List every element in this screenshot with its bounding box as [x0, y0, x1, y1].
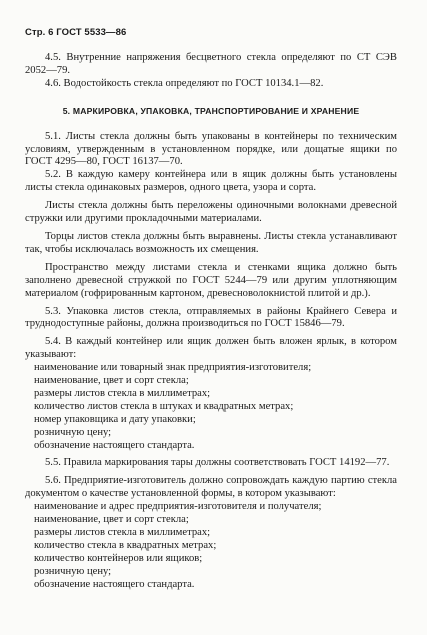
- list-item: номер упаковщика и дату упаковки;: [34, 413, 196, 425]
- section-5-heading: 5. МАРКИРОВКА, УПАКОВКА, ТРАНСПОРТИРОВАНИЕ И ХРАНЕНИЕ: [62, 105, 360, 116]
- list-item: наименование, цвет и сорт стекла;: [34, 375, 189, 387]
- list-item: розничную цену;: [34, 565, 112, 577]
- paragraph-5-5: 5.5. Правила маркирования тары должны соответствовать ГОСТ 14192—77.: [45, 457, 390, 469]
- paragraph-4-5: 4.5. Внутренние напряжения бесцветного стекла определяют по СТ СЭВ 2052—79.: [25, 52, 397, 76]
- paragraph-5-4: 5.4. В каждый контейнер или ящик должен быть вложен ярлык, в котором указывают:: [25, 336, 397, 361]
- list-item: размеры листов стекла в миллиметрах;: [34, 387, 211, 399]
- running-head: Стр. 6 ГОСТ 5533—86: [25, 27, 127, 38]
- list-item: наименование или товарный знак предприятия-изготовителя;: [34, 362, 312, 374]
- paragraph-5-6: 5.6. Предприятие-изготовитель должно сопровождать каждую партию стекла документом о качестве установленной формы, в котором указывают:: [25, 475, 397, 500]
- document-body: [25, 52, 397, 592]
- list-item: размеры листов стекла в миллиметрах;: [34, 527, 211, 538]
- paragraph-5-2-spacers: Листы стекла должны быть переложены одиночными волокнами древесной стружки или другими прокладочными материалами.: [25, 200, 397, 225]
- list-item: количество контейнеров или ящиков;: [34, 552, 203, 564]
- list-item: количество стекла в квадратных метрах;: [34, 539, 217, 551]
- paragraph-5-2: 5.2. В каждую камеру контейнера или в ящик должны быть установлены листы стекла одинаковых размеров, одного цвета, узора и сорта.: [25, 169, 397, 194]
- paragraph-5-2-edges: Торцы листов стекла должны быть выравнены. Листы стекла устанавливают так, чтобы исключалась возможность их смещения.: [25, 230, 397, 255]
- list-item: розничную цену;: [34, 426, 112, 438]
- paragraph-4-6: 4.6. Водостойкость стекла определяют по ГОСТ 10134.1—82.: [45, 77, 324, 89]
- list-item: обозначение настоящего стандарта.: [34, 439, 195, 451]
- paragraph-5-2-filling: Пространство между листами стекла и стенками ящика должно быть заполнено древесной стружкой по ГОСТ 5244—79 или другим уплотняющим материалом (гофрированным картоном, древесноволокнистой плитой и др.).: [25, 261, 397, 299]
- label-contents-list: [25, 362, 397, 452]
- list-item: обозначение настоящего стандарта.: [34, 578, 195, 590]
- list-item: количество листов стекла в штуках и квадратных метрах;: [34, 400, 294, 412]
- list-item: наименование и адрес предприятия-изготовителя и получателя;: [34, 501, 322, 513]
- paragraph-5-3: 5.3. Упаковка листов стекла, отправляемых в районы Крайнего Севера и труднодоступные районы, должна производиться по ГОСТ 15846—79.: [25, 305, 397, 330]
- quality-document-list: [25, 501, 397, 591]
- paragraph-5-1: 5.1. Листы стекла должны быть упакованы в контейнеры по техническим условиям, утвержденным в установленном порядке, или дощатые ящики по ГОСТ 4295—80, ГОСТ 16137—70.: [25, 130, 397, 168]
- list-item: наименование, цвет и сорт стекла;: [34, 514, 189, 526]
